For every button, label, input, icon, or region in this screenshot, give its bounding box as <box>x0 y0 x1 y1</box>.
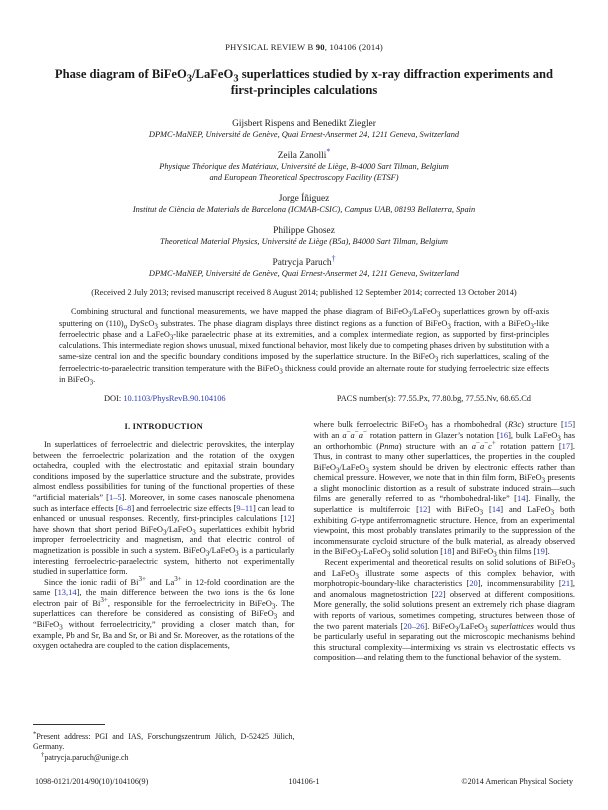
author-group <box>33 118 575 141</box>
author-name: Zeila Zanolli* <box>277 146 331 161</box>
citation-link[interactable]: 22 <box>434 588 443 599</box>
two-column-body <box>33 419 575 763</box>
received-dates: (Received 2 July 2013; revised manuscript received 8 August 2014; published 12 September 2014; corrected 13 October 2014) <box>91 288 517 298</box>
footnote-present-address: *Present address: PGI and IAS, Forschungszentrum Jülich, D-52425 Jülich, Germany. <box>33 730 295 752</box>
page-number: 104106-1 <box>288 777 320 786</box>
citation-link[interactable]: 6–8 <box>118 502 132 513</box>
citation-link[interactable]: 13,14 <box>57 587 77 598</box>
intro-paragraph-4: Recent experimental and theoretical results on solid solutions of BiFeO$_3$ and LaFeO$_3$ illustrate some aspects of this complex behavior, with morphotropic-boundary-like characteristics [20], incommensurability [21], and anomalous magnetostriction [22] observed at different compositions. More generally, the solid solutions present an extremely rich phase diagram with reports of various, sometimes competing, structures between those of the two parent materials [20–26]. BiFeO$_3$/LaFeO$_3$ superlattices would thus be particularly useful in separating out the microscopic mechanisms behind this structural complexity—intermixing vs strain vs electrostatic effects vs composition—and relating them to the functional behavior of the system. <box>313 557 575 663</box>
pacs-numbers: PACS number(s): 77.55.Px, 77.80.bg, 77.55.Nv, 68.65.Cd <box>336 394 531 404</box>
footnote-marker-link[interactable]: * <box>326 146 331 156</box>
paper-title: Phase diagram of BiFeO$_3$/LaFeO$_3$ superlattices studied by x-ray diffraction experiments and first-principles calculations <box>54 67 554 98</box>
citation-link[interactable]: 14 <box>516 493 526 504</box>
author-name: Jorge Íñiguez <box>278 193 330 204</box>
affiliation: Institut de Ciència de Materials de Barcelona (ICMAB-CSIC), Campus UAB, 08193 Bellaterra, Spain <box>132 205 476 215</box>
issn-code: 1098-0121/2014/90(10)/104106(9) <box>35 777 149 786</box>
doi-link[interactable]: 10.1103/PhysRevB.90.104106 <box>123 394 226 404</box>
author-group <box>33 225 575 248</box>
citation-link[interactable]: 17 <box>561 440 571 451</box>
author-group <box>33 254 575 280</box>
affiliation: and European Theoretical Spectroscopy Facility (ETSF) <box>209 173 399 182</box>
citation-link[interactable]: 21 <box>561 578 571 589</box>
affiliation: DPMC-MaNEP, Université de Genève, Quai Ernest-Ansermet 24, 1211 Geneva, Switzerland <box>148 269 460 279</box>
intro-paragraph-1: In superlattices of ferroelectric and dielectric perovskites, the interplay between the ferroelectric polarization and the rotation of the oxygen octahedra, coupled with the electrostatic and epitaxial strain boundary conditions imposed by the superlattice structure and the substrate, provides almost endless possibilities for tuning of the functional properties of these “artificial materials” [1–5]. Moreover, in some cases nanoscale phenomena such as interface effects [6–8] and ferroelectric size effects [9–11] can lead to enhanced or unusual responses. Recently, first-principles calculations [12] have shown that short period BiFeO$_3$/LaFeO$_3$ superlattices exhibit hybrid improper ferroelectricity and magnetism, and that electric control of magnetization is possible in such a system. BiFeO$_3$/LaFeO$_3$ is a particularly interesting ferroelectric-paraelectric system, hitherto not experimentally studied in superlattice form. <box>33 438 295 577</box>
citation-link[interactable]: 18 <box>443 546 452 557</box>
author-group <box>33 193 575 216</box>
citation-link[interactable]: 16 <box>499 429 509 440</box>
author-name: Patrycja Paruch† <box>272 254 336 269</box>
citation-link[interactable]: 1–5 <box>108 491 122 502</box>
author-name: Philippe Ghosez <box>273 226 335 237</box>
abstract-text: Combining structural and functional measurements, we have mapped the phase diagram of BiFeO$_3$/LaFeO$_3$ superlattices grown by off-axis sputtering on $(110)_o$ DyScO$_3$ substrates. The phase diagram displays three distinct regions as a function of BiFeO$_3$ fraction, with a BiFeO$_3$-like ferroelectric phase and a LaFeO$_3$-like paraelectric phase at its extremities, and a complex intermediate region, as supported by first-principles calculations. This intermediate region shows unusual, mixed functional behavior, most likely due to competing phases driven by substitution with a same-size central ion and the specific boundary conditions imposed by the superlattice structure. In the BiFeO$_3$ rich superlattices, scaling of the ferroelectric-to-paraelectric transition temperature with the BiFeO$_3$ thickness could provide an alternate route for studying ferroelectric size effects in BiFeO$_3$. <box>59 307 550 387</box>
intro-paragraph-3: where bulk ferroelectric BiFeO$_3$ has a rhombohedral (R3c) structure [15] with an a−a−a− rotation pattern in Glazer’s notation [16], bulk LaFeO$_3$ has an orthorhombic (Pnma) structure with an a−a−c+ rotation pattern [17]. Thus, in contrast to many other superlattices, the properties in the coupled BiFeO$_3$/LaFeO$_3$ system should be driven by electronic effects rather than chemical pressure. However, we note that in thin film form, BiFeO$_3$ presents a slight monoclinic distortion as a result of substrate induced strain—such films are generally referred to as “rhombohedral-like” [14]. Finally, the superlattice is multiferroic [12] with BiFeO$_3$ [14] and LaFeO$_3$ both exhibiting G-type antiferromagnetic structure. Hence, from an experimental viewpoint, this most probably translates primarily to the suppression of the incommensurate cycloid structure of the bulk material, as already observed in the BiFeO$_3$-LaFeO$_3$ solid solution [18] and BiFeO$_3$ thin films [19]. <box>313 419 576 560</box>
author-group <box>33 146 575 184</box>
citation-link[interactable]: 15 <box>563 419 573 430</box>
citation-link[interactable]: 9–11 <box>236 502 253 513</box>
author-name: Gijsbert Rispens and Benedikt Ziegler <box>232 118 376 129</box>
intro-paragraph-2: Since the ionic radii of $Bi^{3+}$ and $La^{3+}$ in 12-fold coordination are the same [13,14], the main difference between the two ions is the 6s lone electron pair of $Bi^{3+}$, responsible for the ferroelectricity in BiFeO$_3$. The superlattices can therefore be considered as consisting of BiFeO$_3$ and “BiFeO$_3$ without ferroelectricity,” providing a closer match than, for example, Pb and Sr, Ba and Sr, or Bi and Sr. Moreover, as the rotations of the oxygen octahedra are coupled to the cation displacements, <box>33 574 295 651</box>
citation-link[interactable]: 14 <box>491 504 501 515</box>
copyright: ©2014 American Physical Society <box>461 777 573 786</box>
footnote-rule <box>33 724 105 725</box>
citation-link[interactable]: 20 <box>469 578 478 589</box>
page-footer <box>33 777 575 786</box>
citation-link[interactable]: 12 <box>283 513 292 524</box>
journal-header: PHYSICAL REVIEW B 90, 104106 (2014) <box>225 42 383 52</box>
doi <box>104 394 226 403</box>
section-heading-introduction: I. INTRODUCTION <box>124 421 204 432</box>
affiliation: Physique Théorique des Matériaux, Université de Liège, B-4000 Sart Tilman, Belgium <box>159 162 449 172</box>
doi-pacs-row <box>59 394 549 403</box>
citation-link[interactable]: 20–26 <box>403 620 425 631</box>
right-column <box>314 419 576 763</box>
abstract <box>59 306 549 385</box>
footnote-email[interactable]: †patrycja.paruch@unige.ch <box>41 750 129 762</box>
affiliation: DPMC-MaNEP, Université de Genève, Quai Ernest-Ansermet 24, 1211 Geneva, Switzerland <box>148 129 460 139</box>
citation-link[interactable]: 19 <box>536 546 545 557</box>
affiliation: Theoretical Material Physics, Université de Liège (B5a), B4000 Sart Tilman, Belgium <box>160 237 448 247</box>
citation-link[interactable]: 12 <box>418 504 428 515</box>
footnote-marker-link[interactable]: † <box>331 254 336 264</box>
left-column <box>33 419 295 763</box>
doi-label: DOI: <box>104 394 122 404</box>
footnotes <box>33 724 295 763</box>
